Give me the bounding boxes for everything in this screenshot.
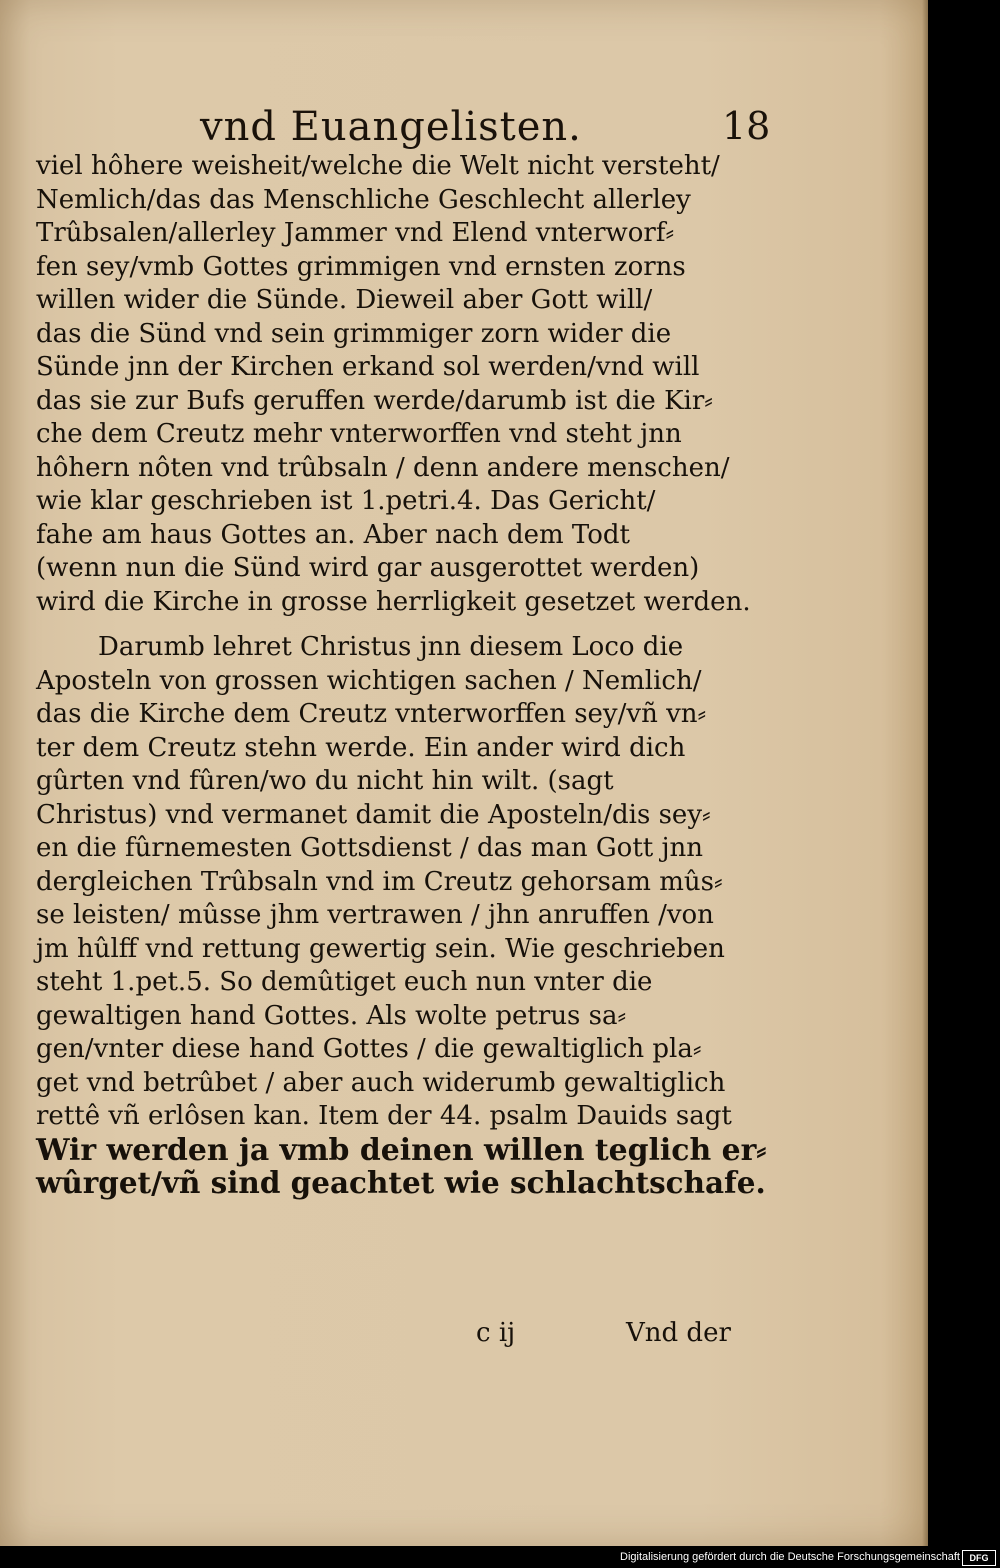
text-line: das die Sünd vnd sein grimmiger zorn wider die [36, 318, 672, 349]
page-edge-shadow [922, 0, 928, 1546]
text-line: rettê vñ erlôsen kan. Item der 44. psalm Dauids sagt [36, 1101, 732, 1131]
text-line: jm hûlff vnd rettung gewertig sein. Wie geschrieben [36, 933, 725, 964]
text-line: che dem Creutz mehr vnterworffen vnd steht jnn [36, 419, 682, 449]
text-line: ter dem Creutz stehn werde. Ein ander wird dich [36, 732, 686, 763]
text-line: Sünde jnn der Kirchen erkand sol werden/vnd will [36, 352, 700, 382]
text-line: Trûbsalen/allerley Jammer vnd Elend vnterworf⸗ [36, 218, 675, 248]
text-line: Nemlich/das das Menschliche Geschlecht allerley [36, 184, 691, 215]
text-line: gewaltigen hand Gottes. Als wolte petrus sa⸗ [36, 1000, 627, 1031]
text-line: Christus) vnd vermanet damit die Aposteln/dis sey⸗ [36, 799, 711, 830]
text-line: (wenn nun die Sünd wird gar ausgerottet werden) [36, 553, 700, 583]
text-line: steht 1.pet.5. So demûtiget euch nun vnter die [36, 967, 653, 997]
text-line: das die Kirche dem Creutz vnterworffen sey/vñ vn⸗ [36, 699, 707, 729]
text-line: wie klar geschrieben ist 1.petri.4. Das Gericht/ [36, 486, 656, 516]
text-line: Aposteln von grossen wichtigen sachen / Nemlich/ [36, 665, 702, 696]
text-line: hôhern nôten vnd trûbsaln / denn andere menschen/ [36, 452, 730, 483]
body-text [36, 150, 766, 1201]
text-line: Wir werden ja vmb deinen willen teglich er⸗ [36, 1132, 767, 1168]
text-line: gûrten vnd fûren/wo du nicht hin wilt. (sagt [36, 766, 614, 796]
text-line: willen wider die Sünde. Dieweil aber Gott will/ [36, 285, 653, 315]
paragraph-first-line: Darumb lehret Christus jnn diesem Loco die [98, 632, 684, 662]
signature-mark: c ij [476, 1318, 516, 1348]
dfg-logo: DFG [962, 1550, 996, 1566]
digitization-credit: Digitalisierung gefördert durch die Deutsche Forschungsgemeinschaft [620, 1551, 960, 1563]
text-line: gen/vnter diese hand Gottes / die gewaltiglich pla⸗ [36, 1034, 702, 1064]
catchword: Vnd der [626, 1318, 731, 1348]
running-head: vnd Euangelisten. [200, 104, 582, 150]
text-line: das sie zur Bufs geruffen werde/darumb ist die Kir⸗ [36, 385, 713, 416]
text-line: fahe am haus Gottes an. Aber nach dem Todt [36, 519, 630, 550]
text-line: dergleichen Trûbsaln vnd im Creutz gehorsam mûs⸗ [36, 866, 723, 897]
text-line: viel hôhere weisheit/welche die Welt nicht versteht/ [36, 151, 720, 181]
text-line: wird die Kirche in grosse herrligkeit gesetzet werden. [36, 586, 751, 617]
text-line: en die fûrnemesten Gottsdienst / das man Gott jnn [36, 833, 704, 863]
page-footline [0, 1318, 928, 1358]
text-line: wûrget/vñ sind geachtet wie schlachtschafe. [36, 1166, 766, 1201]
text-line: se leisten/ mûsse jhm vertrawen / jhn anruffen /von [36, 900, 714, 930]
text-line: get vnd betrûbet / aber auch widerumb gewaltiglich [36, 1067, 726, 1098]
text-line: fen sey/vmb Gottes grimmigen vnd ernsten zorns [36, 251, 686, 282]
folio-number: 18 [722, 104, 771, 148]
